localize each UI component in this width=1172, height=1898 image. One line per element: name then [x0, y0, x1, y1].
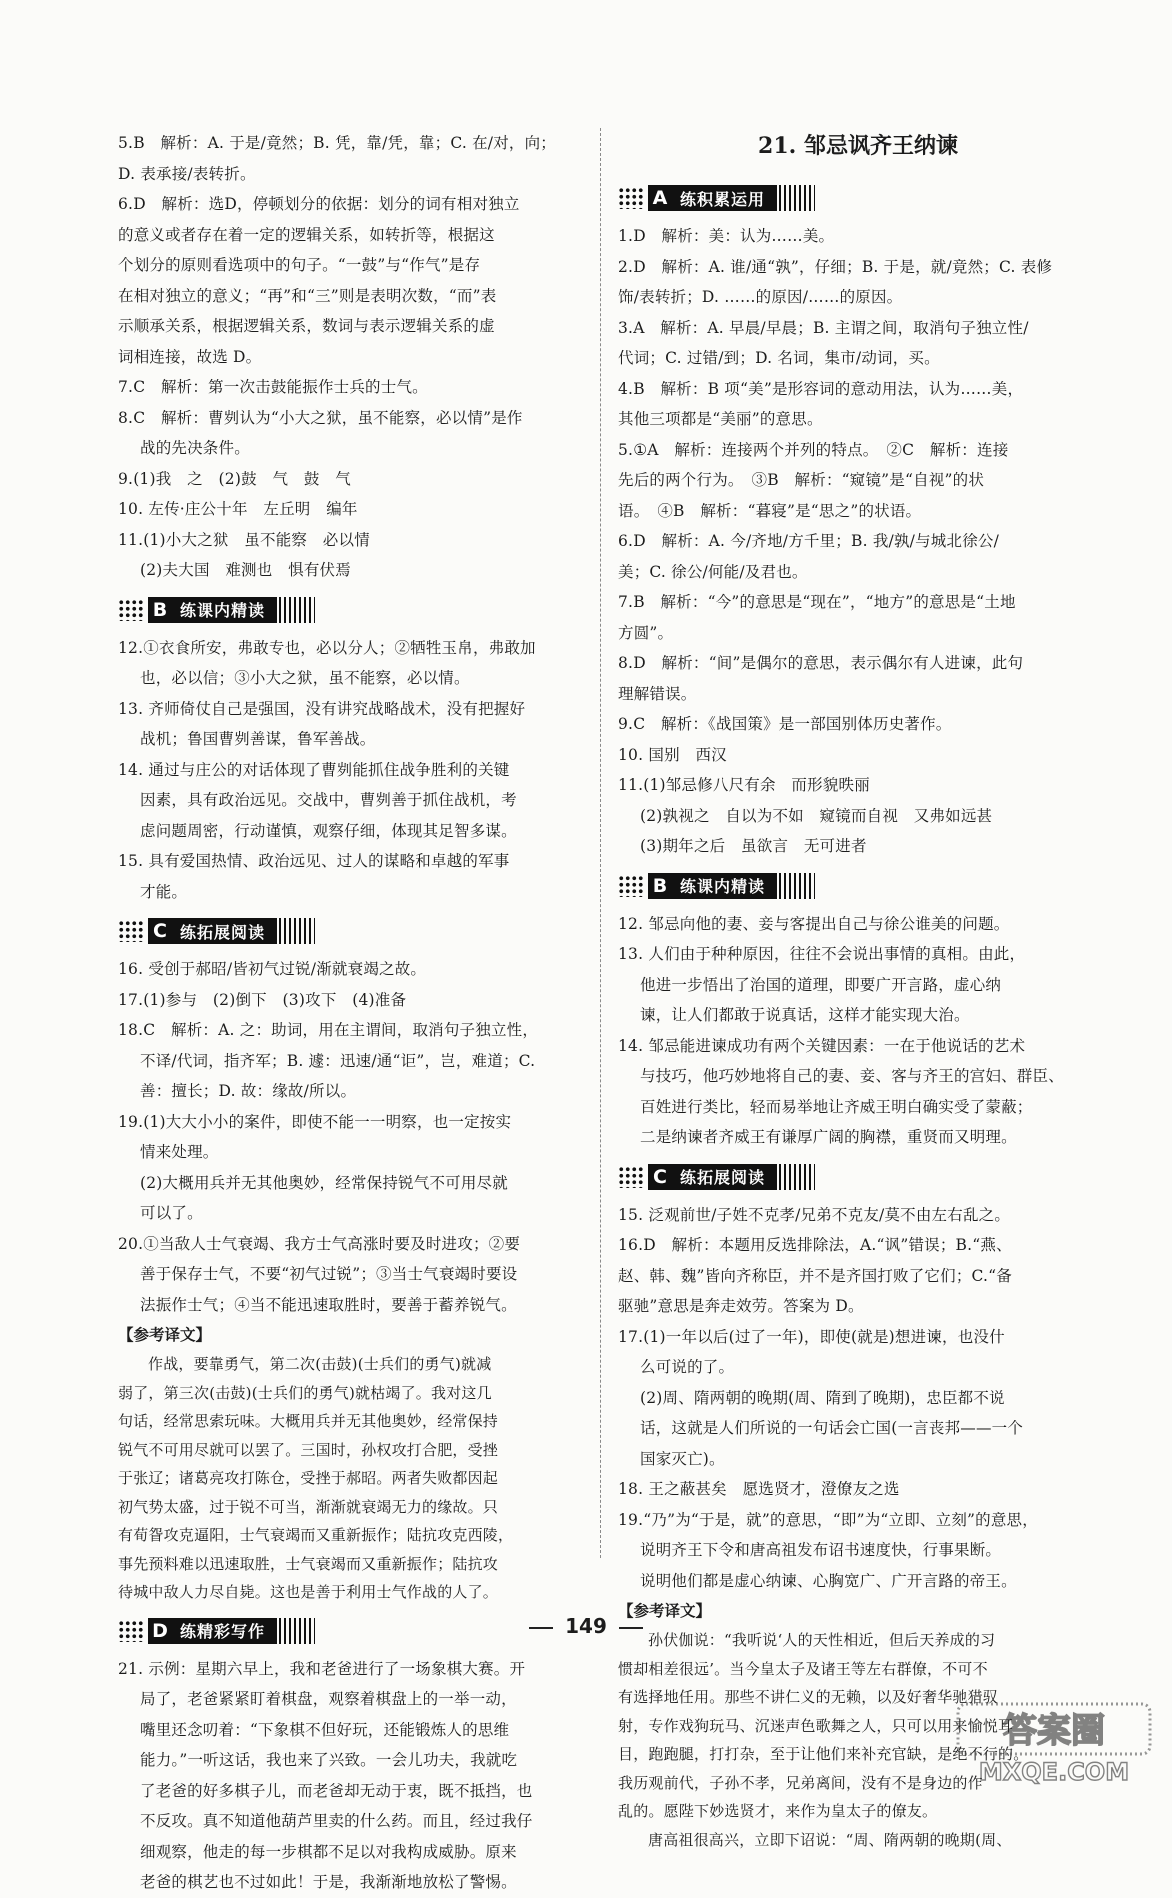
answer-line: 战机；鲁国曹刿善谋，鲁军善战。 [140, 730, 376, 748]
answer-line: 11.(1)邹忌修八尺有余 而形貌昳丽 [618, 776, 870, 794]
translation-line: 作战，要靠勇气，第二次(击鼓)(士兵们的勇气)就减 [148, 1355, 492, 1373]
answer-line: 的意义或者存在着一定的逻辑关系，如转折等，根据这 [118, 225, 495, 244]
answer-line: 7.C 解析：第一次击鼓能振作士兵的士气。 [118, 378, 428, 396]
answer-line: 谏，让人们都敢于说真话，这样才能实现大治。 [640, 1006, 970, 1024]
answer-line: 理解错误。 [618, 684, 697, 703]
page-number: 149 [0, 1614, 1172, 1638]
section-header-c [118, 913, 586, 949]
answer-line: 9.(1)我 之 (2)鼓 气 鼓 气 [118, 469, 352, 488]
left-reference [118, 1320, 586, 1607]
section-letter: C [648, 1164, 672, 1190]
dot-grid-icon [618, 1166, 644, 1188]
answer-line: 21. 示例：星期六早上，我和老爸进行了一场象棋大赛。开 [118, 1659, 526, 1678]
answer-line: 说明他们都是虚心纳谏、心胸宽广、广开言路的帝王。 [640, 1571, 1017, 1590]
answer-line: 13. 齐师倚仗自己是强国，没有讲究战略战术，没有把握好 [118, 699, 526, 718]
translation-line: 于张辽；诸葛亮攻打陈仓，受挫于郝昭。两者失败都因起 [118, 1469, 499, 1487]
svg-text:答案圈: 答案圈 [1003, 1711, 1105, 1751]
dot-grid-icon [118, 920, 144, 942]
answer-line: 19.“乃”为“于是，就”的意思，“即”为“立即、立刻”的意思， [618, 1510, 1038, 1529]
answer-line: 4.B 解析：B 项“美”是形容词的意动用法，认为……美， [618, 379, 1024, 398]
section-c [618, 1159, 1098, 1597]
answer-line: 11.(1)小大之狱 虽不能察 必以情 [118, 530, 370, 549]
section-letter: B [648, 873, 672, 899]
section-letter: B [148, 597, 172, 623]
answer-line: 了老爸的好多棋子儿，而老爸却无动于衷，既不抵挡，也 [140, 1781, 533, 1800]
section-title: 练精彩写作 [172, 1618, 277, 1644]
dot-grid-icon [118, 599, 144, 621]
translation-line: 锐气不可用尽就可以罢了。三国时，孙权攻打合肥，受挫 [118, 1440, 499, 1459]
answer-line: 不反攻。真不知道他葫芦里卖的什么药。而且，经过我仔 [140, 1812, 533, 1830]
answer-line: 二是纳谏者齐威王有谦厚广阔的胸襟，重贤而又明理。 [640, 1128, 1017, 1146]
answer-line: 法振作士气；④当不能迅速取胜时，要善于蓄养锐气。 [140, 1295, 517, 1314]
answer-line: 国家灭亡)。 [640, 1449, 725, 1468]
answer-line: 词相连接，故选 D。 [118, 347, 262, 366]
section-d [118, 1613, 586, 1898]
answer-line: D. 表承接/表转折。 [118, 164, 256, 183]
right-column [618, 128, 1098, 1854]
section-header-c [618, 1159, 1098, 1195]
answer-line: 19.(1)大大小小的案件，即使不能一一明察，也一定按实 [118, 1112, 512, 1131]
answer-line: 15. 泛观前世/子姓不克孝/兄弟不克友/莫不由左右乱之。 [618, 1205, 1011, 1224]
translation-line: 有荀眢攻克逼阳，士气衰竭而又重新振作；陆抗攻克西陵， [118, 1526, 514, 1544]
answer-line: 8.D 解析：“间”是偶尔的意思，表示偶尔有人进谏，此句 [618, 654, 1024, 672]
answer-line: 16. 受创于郝昭/皆初气过锐/渐就衰竭之故。 [118, 960, 427, 978]
translation-line: 事先预料难以迅速取胜，士气衰竭而又重新振作；陆抗攻 [118, 1554, 499, 1573]
answer-line: 话，这就是人们所说的一句话会亡国(一言丧邦——一个 [640, 1419, 1024, 1437]
right-sections [618, 180, 1098, 1596]
section-header-b [118, 592, 586, 628]
answer-line: 语。 ④B 解析：“暮寝”是“思之”的状语。 [618, 501, 922, 520]
section-header-b [618, 868, 1098, 904]
answer-line: 他进一步悟出了治国的道理，即要广开言路，虚心纳 [640, 975, 1002, 994]
answer-line: (2)夫大国 难测也 惧有伏焉 [140, 561, 351, 579]
answer-line: 也，必以信；③小大之狱，虽不能察，必以情。 [140, 669, 470, 687]
answer-line: (2)大概用兵并无其他奥妙，经常保持锐气不可用尽就 [140, 1173, 508, 1192]
answer-line: 战的先决条件。 [140, 439, 250, 457]
section-header-a [618, 180, 1098, 216]
answer-line: 善：擅长；D. 故：缘故/所以。 [140, 1082, 357, 1100]
answer-line: 6.D 解析：A. 今/齐地/方千里；B. 我/孰/与城北徐公/ [618, 532, 1000, 550]
answer-line: 美；C. 徐公/何能/及君也。 [618, 562, 808, 581]
answer-line: 先后的两个行为。 ③B 解析：“窥镜”是“自视”的状 [618, 471, 985, 489]
hatch-decoration [279, 918, 315, 944]
answer-line: 9.C 解析：《战国策》是一部国别体历史著作。 [618, 715, 952, 733]
answer-line: 20.①当敌人士气衰竭、我方士气高涨时要及时进攻；②要 [118, 1234, 521, 1253]
answer-line: 赵、韩、魏”皆向齐称臣，并不是齐国打败了它们；C.“备 [618, 1266, 1012, 1285]
section-a [618, 180, 1098, 862]
section-title: 练课内精读 [172, 597, 277, 623]
hatch-decoration [279, 597, 315, 623]
answer-line: 18.C 解析：A. 之：助词，用在主谓间，取消句子独立性， [118, 1021, 539, 1039]
hatch-decoration [779, 1164, 815, 1190]
answer-line: 12.①衣食所安，弗敢专也，必以分人；②牺牲玉帛，弗敢加 [118, 638, 536, 657]
reference-label: 【参考译文】 [118, 1326, 212, 1344]
section-letter: D [148, 1618, 172, 1644]
translation-line: 惯却相差很远’。当今皇太子及诸王等左右群僚，不可不 [618, 1659, 988, 1678]
translation-line: 有选择地任用。那些不讲仁义的无赖，以及好奢华驰猎驭 [618, 1688, 999, 1706]
answer-line: 说明齐王下令和唐高祖发布诏书速度快，行事果断。 [640, 1541, 1002, 1559]
answer-line: 细观察，他走的每一步棋都不足以对我构成威胁。原来 [140, 1842, 517, 1861]
svg-text:MXQE.COM: MXQE.COM [978, 1758, 1130, 1786]
translation-line: 乱的。愿陛下妙选贤才，来作为皇太子的僚友。 [618, 1802, 938, 1820]
answer-line: 局了，老爸紧紧盯着棋盘，观察着棋盘上的一举一动， [140, 1690, 517, 1708]
section-b [118, 592, 586, 908]
watermark-icon [954, 1700, 1154, 1786]
hatch-decoration [779, 873, 815, 899]
section-letter: A [648, 185, 672, 211]
answer-line: 饰/表转折；D. ……的原因/……的原因。 [618, 288, 903, 306]
answer-line: 才能。 [140, 882, 188, 901]
answer-line: 代词；C. 过错/到；D. 名词，集市/动词，买。 [618, 349, 940, 367]
answer-line: 18. 王之蔽甚矣 愿选贤才，澄僚友之选 [618, 1480, 900, 1498]
answer-line: 可以了。 [140, 1204, 203, 1222]
answer-line: 12. 邹忌向他的妻、妾与客提出自己与徐公谁美的问题。 [618, 914, 1010, 933]
translation-line: 待城中敌人力尽自毙。这也是善于利用士气作战的人了。 [118, 1583, 499, 1601]
section-title: 练拓展阅读 [172, 918, 277, 944]
answer-line: 14. 邹忌能进谏成功有两个关键因素：一在于他说话的艺术 [618, 1036, 1026, 1055]
answer-line: 个划分的原则看选项中的句子。“一鼓”与“作气”是存 [118, 256, 481, 274]
section-c [118, 913, 586, 1320]
translation-line: 孙伏伽说：“我听说‘人的天性相近，但后天养成的习 [648, 1631, 996, 1649]
section-title: 练拓展阅读 [672, 1164, 777, 1190]
translation-line: 射，专作戏狗玩马、沉迷声色歌舞之人，只可以用来愉悦耳 [618, 1716, 1014, 1735]
translation-line: 初气势太盛，过于锐不可当，渐渐就衰竭无力的缘故。只 [118, 1497, 499, 1516]
left-answers [118, 128, 586, 586]
answer-line: 方圆”。 [618, 623, 674, 642]
answer-line: 15. 具有爱国热情、政治远见、过人的谋略和卓越的军事 [118, 852, 510, 870]
answer-line: 善于保存士气，不要“初气过锐”；③当士气衰竭时要设 [140, 1265, 518, 1283]
answer-line: (3)期年之后 虽欲言 无可进者 [640, 837, 867, 855]
answer-line: 虑问题周密，行动谨慎，观察仔细，体现其足智多谋。 [140, 821, 517, 840]
answer-line: 2.D 解析：A. 谁/通“孰”，仔细；B. 于是，就/竟然；C. 表修 [618, 257, 1053, 276]
translation-line: 唐高祖很高兴，立即下诏说：“周、隋两朝的晚期(周、 [648, 1830, 1012, 1849]
answer-line: 16.D 解析：本题用反选排除法，A.“讽”错误；B.“燕、 [618, 1236, 1012, 1254]
translation-line: 句话，经常思索玩味。大概用兵并无其他奥妙，经常保持 [118, 1412, 499, 1430]
lesson-title: 21. 邹忌讽齐王纳谏 [758, 133, 958, 159]
answer-line: 因素，具有政治远见。交战中，曹刿善于抓住战机，考 [140, 791, 517, 809]
section-b [618, 868, 1098, 1153]
answer-line: 嘴里还念叨着：“下象棋不但好玩，还能锻炼人的思维 [140, 1720, 510, 1739]
dot-grid-icon [618, 187, 644, 209]
answer-line: 1.D 解析：美：认为……美。 [618, 227, 835, 245]
reference-label: 【参考译文】 [618, 1602, 712, 1620]
answer-line: 5.B 解析：A. 于是/竟然；B. 凭，靠/凭，靠；C. 在/对，向； [118, 134, 557, 152]
answer-line: 17.(1)参与 (2)倒下 (3)攻下 (4)准备 [118, 990, 407, 1009]
answer-line: 5.①A 解析：连接两个并列的特点。 ②C 解析：连接 [618, 440, 1009, 459]
answer-line: 情来处理。 [140, 1143, 219, 1161]
answer-line: 不译/代词，指齐军；B. 遽：迅速/通“讵”，岂，难道；C. [140, 1051, 536, 1070]
dot-grid-icon [618, 875, 644, 897]
translation-line: 我历观前代，子孙不孝，兄弟离间，没有不是身边的作 [618, 1773, 983, 1792]
answer-line: 么可说的了。 [640, 1358, 735, 1376]
section-title: 练积累运用 [672, 185, 777, 211]
translation-line: 目，跑跑腿，打打杂，至于让他们来补充官缺，是绝不行的。 [618, 1745, 1029, 1763]
left-sections [118, 592, 586, 1321]
section-title: 练课内精读 [672, 873, 777, 899]
answer-line: (2)周、隋两朝的晚期(周、隋到了晚期)，忠臣都不说 [640, 1388, 1005, 1407]
answer-line: 14. 通过与庄公的对话体现了曹刿能抓住战争胜利的关键 [118, 760, 510, 779]
hatch-decoration [779, 185, 815, 211]
watermark-logo [954, 1700, 1154, 1786]
answer-line: 13. 人们由于种种原因，往往不会说出事情的真相。由此， [618, 945, 1026, 963]
answer-line: 老爸的棋艺也不过如此！于是，我渐渐地放松了警惕。 [140, 1873, 517, 1891]
answer-line: 7.B 解析：“今”的意思是“现在”，“地方”的意思是“土地 [618, 593, 1016, 611]
answer-line: 百姓进行类比，轻而易举地让齐威王明白确实受了蒙蔽； [640, 1097, 1033, 1116]
answer-line: (2)孰视之 自以为不如 窥镜而自视 又弗如远甚 [640, 806, 993, 825]
answer-line: 3.A 解析：A. 早晨/早晨；B. 主谓之间，取消句子独立性/ [618, 318, 1029, 337]
section-letter: C [148, 918, 172, 944]
answer-line: 6.D 解析：选D，停顿划分的依据：划分的词有相对独立 [118, 195, 520, 213]
answer-line: 能力。”一听这话，我也来了兴致。一会儿功夫，我就吃 [140, 1751, 518, 1769]
answer-line: 驱驰”意思是奔走效劳。答案为 D。 [618, 1297, 864, 1315]
answer-line: 示顺承关系，根据逻辑关系，数词与表示逻辑关系的虚 [118, 317, 495, 335]
answer-line: 10. 左传·庄公十年 左丘明 编年 [118, 500, 358, 518]
column-divider [600, 128, 601, 1558]
translation-line: 弱了，第三次(击鼓)(士兵们的勇气)就枯竭了。我对这几 [118, 1383, 492, 1402]
answer-line: 8.C 解析：曹刿认为“小大之狱，虽不能察，必以情”是作 [118, 408, 523, 427]
answer-line: 其他三项都是“美丽”的意思。 [618, 410, 823, 428]
answer-line: 17.(1)一年以后(过了一年)，即使(就是)想进谏，也没什 [618, 1327, 1005, 1346]
answer-line: 10. 国别 西汉 [618, 745, 727, 764]
answer-line: 与技巧，他巧妙地将自己的妻、妾、客与齐王的宫妇、群臣、 [640, 1067, 1064, 1085]
answer-line: 在相对独立的意义；“再”和“三”则是表明次数，“而”表 [118, 286, 497, 305]
